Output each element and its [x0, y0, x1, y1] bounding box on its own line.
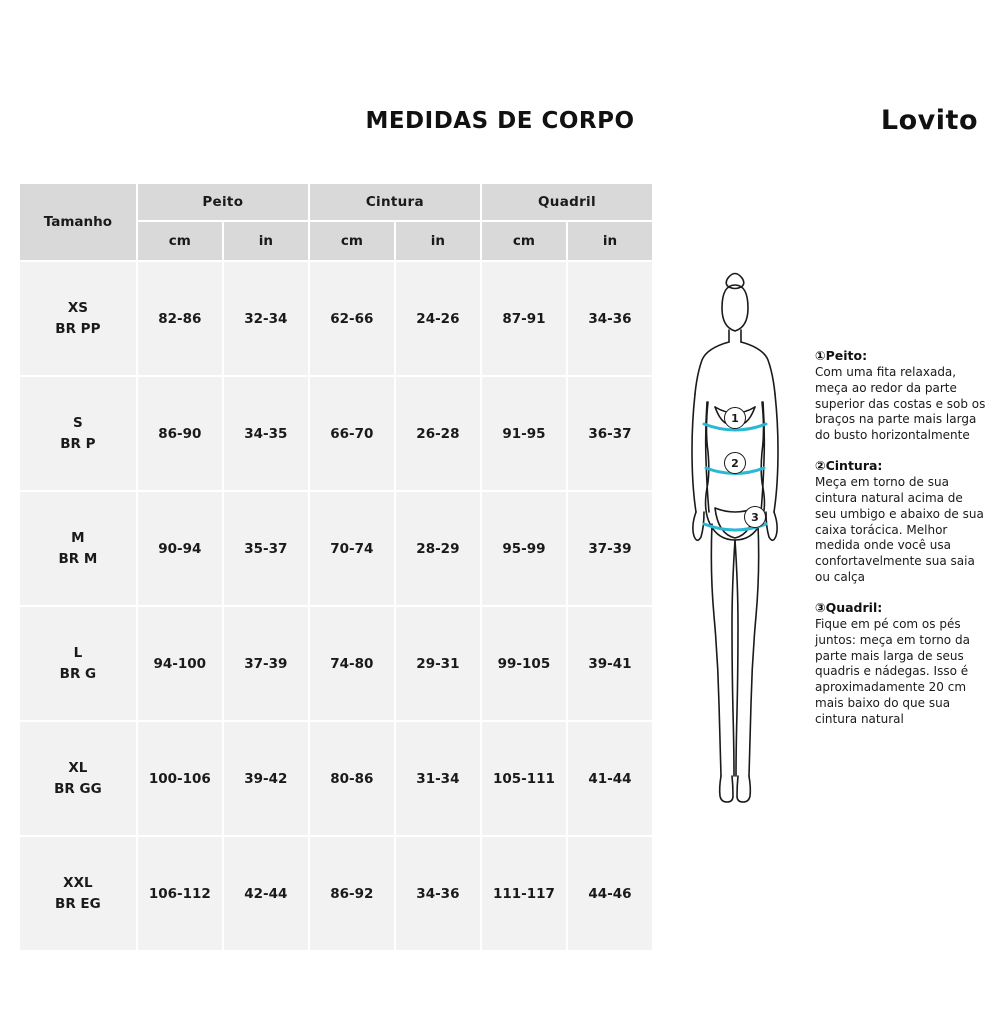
cell-quadril-cm: 87-91: [481, 261, 567, 376]
cell-peito-in: 34-35: [223, 376, 309, 491]
row-size-label: [19, 261, 137, 376]
column-group-cintura: Cintura: [309, 183, 481, 221]
size-line-1: XL: [68, 760, 88, 777]
cell-cintura-cm: 70-74: [309, 491, 395, 606]
cell-cintura-in: 26-28: [395, 376, 481, 491]
column-header-size: Tamanho: [19, 183, 137, 261]
unit-header-quadril-cm: cm: [481, 221, 567, 261]
cell-quadril-cm: 111-117: [481, 836, 567, 951]
cell-quadril-cm: 99-105: [481, 606, 567, 721]
cell-peito-in: 39-42: [223, 721, 309, 836]
cell-cintura-cm: 62-66: [309, 261, 395, 376]
column-group-peito: Peito: [137, 183, 309, 221]
cell-quadril-cm: 91-95: [481, 376, 567, 491]
cell-peito-cm: 86-90: [137, 376, 223, 491]
cell-cintura-in: 28-29: [395, 491, 481, 606]
measurement-lines: [660, 262, 810, 842]
row-size-label: [19, 376, 137, 491]
marker-3-hip: 3: [744, 506, 766, 528]
cell-peito-cm: 82-86: [137, 261, 223, 376]
cell-peito-in: 35-37: [223, 491, 309, 606]
page-title: MEDIDAS DE CORPO: [365, 108, 635, 134]
table-row: [19, 836, 653, 951]
cell-peito-cm: 100-106: [137, 721, 223, 836]
row-size-label: [19, 606, 137, 721]
cell-quadril-cm: 105-111: [481, 721, 567, 836]
table-row: [19, 376, 653, 491]
cell-peito-in: 32-34: [223, 261, 309, 376]
cell-quadril-in: 41-44: [567, 721, 653, 836]
unit-header-quadril-in: in: [567, 221, 653, 261]
marker-1-bust: 1: [724, 407, 746, 429]
size-line-2: BR PP: [55, 320, 101, 337]
cell-quadril-cm: 95-99: [481, 491, 567, 606]
cell-peito-in: 37-39: [223, 606, 309, 721]
size-line-2: BR P: [60, 435, 96, 452]
note-peito-body: Com uma fita relaxada, meça ao redor da parte superior das costas e sob os braços na parte mais larga do busto horizontalmente: [815, 365, 986, 443]
body-figure-diagram: [660, 262, 810, 842]
cell-peito-cm: 106-112: [137, 836, 223, 951]
cell-cintura-in: 34-36: [395, 836, 481, 951]
table-row: [19, 491, 653, 606]
measurement-instructions: [815, 348, 987, 742]
cell-quadril-in: 36-37: [567, 376, 653, 491]
column-group-quadril: Quadril: [481, 183, 653, 221]
unit-header-peito-cm: cm: [137, 221, 223, 261]
table-group-header-row: [19, 183, 653, 221]
note-cintura-title: ②Cintura:: [815, 458, 883, 474]
note-quadril-title: ③Quadril:: [815, 599, 883, 615]
size-line-1: S: [73, 415, 83, 432]
cell-quadril-in: 39-41: [567, 606, 653, 721]
size-line-1: XXL: [63, 875, 93, 892]
cell-quadril-in: 44-46: [567, 836, 653, 951]
size-line-1: M: [71, 530, 85, 547]
row-size-label: [19, 491, 137, 606]
cell-peito-cm: 90-94: [137, 491, 223, 606]
table-row: [19, 721, 653, 836]
size-line-1: L: [73, 645, 83, 662]
note-quadril-body: Fique em pé com os pés juntos: meça em torno da parte mais larga de seus quadris e nádegas. Isso é aproximadamente 20 cm mais baixo do que sua cintura natural: [815, 616, 970, 726]
note-cintura-body: Meça em torno de sua cintura natural acima de seu umbigo e abaixo de sua caixa torácica. Melhor medida onde você usa confortavelmente sua saia ou calça: [815, 475, 984, 585]
cell-cintura-in: 29-31: [395, 606, 481, 721]
unit-header-cintura-in: in: [395, 221, 481, 261]
size-line-2: BR G: [59, 665, 97, 682]
cell-peito-in: 42-44: [223, 836, 309, 951]
cell-cintura-cm: 74-80: [309, 606, 395, 721]
cell-cintura-in: 31-34: [395, 721, 481, 836]
size-line-2: BR M: [58, 550, 98, 567]
table-row: [19, 261, 653, 376]
size-chart-table: [18, 182, 654, 952]
marker-2-waist: 2: [724, 452, 746, 474]
unit-header-cintura-cm: cm: [309, 221, 395, 261]
table-row: [19, 606, 653, 721]
size-line-2: BR EG: [55, 895, 101, 912]
size-line-2: BR GG: [54, 780, 102, 797]
unit-header-peito-in: in: [223, 221, 309, 261]
row-size-label: [19, 836, 137, 951]
row-size-label: [19, 721, 137, 836]
cell-cintura-in: 24-26: [395, 261, 481, 376]
cell-peito-cm: 94-100: [137, 606, 223, 721]
size-line-1: XS: [67, 300, 88, 317]
cell-cintura-cm: 86-92: [309, 836, 395, 951]
cell-quadril-in: 34-36: [567, 261, 653, 376]
cell-cintura-cm: 66-70: [309, 376, 395, 491]
note-cintura: [815, 458, 987, 586]
note-peito: [815, 348, 987, 444]
cell-quadril-in: 37-39: [567, 491, 653, 606]
cell-cintura-cm: 80-86: [309, 721, 395, 836]
brand-logo: Lovito: [880, 105, 978, 136]
note-quadril: [815, 600, 987, 728]
note-peito-title: ①Peito:: [815, 348, 868, 363]
